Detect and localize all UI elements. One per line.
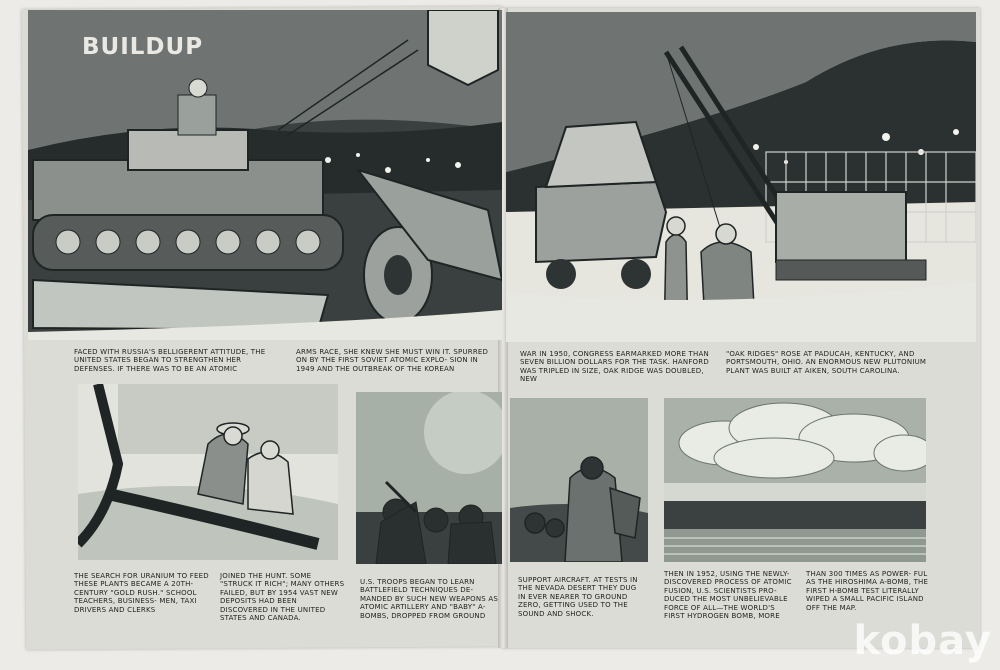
watermark-kobay: kobay: [853, 618, 992, 664]
panel-troops-explosion: [356, 392, 502, 564]
page-title: BUILDUP: [82, 34, 204, 60]
caption-5: THE SEARCH FOR URANIUM TO FEED THESE PLANTS BECAME A 20TH-CENTURY "GOLD RUSH." SCHOOL TEACHERS, BUSINESS- MEN, TAXI DRIVERS AND CLERKS: [74, 572, 209, 614]
caption-6: JOINED THE HUNT. SOME "STRUCK IT RICH"; MANY OTHERS FAILED, BUT BY 1954 VAST NEW DEPOSITS HAD BEEN DISCOVERED IN THE UNITED STATES AND CANADA.: [220, 572, 345, 623]
panel-hydrogen-bomb: [664, 398, 926, 562]
caption-4: "OAK RIDGES" ROSE AT PADUCAH, KENTUCKY, AND PORTSMOUTH, OHIO. AN ENORMOUS NEW PLUTONIUM PLANT WAS BUILT AT AIKEN, SOUTH CAROLINA.: [726, 350, 927, 375]
caption-3: WAR IN 1950, CONGRESS EARMARKED MORE THAN SEVEN BILLION DOLLARS FOR THE TASK. HANFORD WAS TRIPLED IN SIZE, OAK RIDGE WAS DOUBLED, NEW: [520, 350, 709, 384]
panel-soldier-trench: [510, 398, 648, 562]
caption-9: THEN IN 1952, USING THE NEWLY- DISCOVERED PROCESS OF ATOMIC FUSION, U.S. SCIENTISTS PRO- DUCED THE MOST UNBELIEVABLE FORCE OF ALL—THE WORLD'S FIRST HYDROGEN BOMB, MORE: [664, 570, 792, 621]
caption-10: THAN 300 TIMES AS POWER- FUL AS THE HIROSHIMA A-BOMB, THE FIRST H-BOMB TEST LITERALLY WIPED A SMALL PACIFIC ISLAND OFF THE MAP.: [806, 570, 929, 612]
panel-uranium-prospectors: [78, 384, 338, 560]
top-illustration-right: [506, 12, 976, 342]
caption-1: FACED WITH RUSSIA'S BELLIGERENT ATTITUDE, THE UNITED STATES BEGAN TO STRENGTHEN HER DEFENSES. IF THERE WAS TO BE AN ATOMIC: [74, 348, 266, 373]
caption-8: SUPPORT AIRCRAFT. AT TESTS IN THE NEVADA DESERT THEY DUG IN EVER NEARER TO GROUND ZERO, GETTING USED TO THE SOUND AND SHOCK.: [518, 576, 638, 618]
caption-2: ARMS RACE, SHE KNEW SHE MUST WIN IT. SPURRED ON BY THE FIRST SOVIET ATOMIC EXPLO- SION IN 1949 AND THE OUTBREAK OF THE KOREAN: [296, 348, 489, 373]
caption-7: U.S. TROOPS BEGAN TO LEARN BATTLEFIELD TECHNIQUES DE- MANDED BY SUCH NEW WEAPONS AS ATOMIC ARTILLERY AND "BABY" A-BOMBS, DROPPED FROM GROUND: [360, 578, 498, 620]
